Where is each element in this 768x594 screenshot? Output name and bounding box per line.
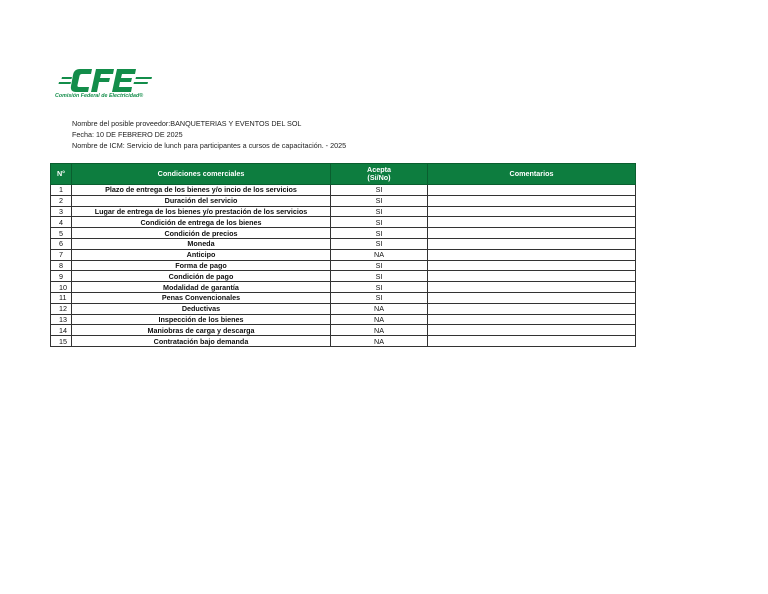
- row-num: 4: [51, 217, 72, 228]
- header-comentarios: Comentarios: [428, 164, 636, 185]
- header-acepta: [331, 164, 428, 185]
- table-row: [51, 336, 636, 347]
- table-row: [51, 249, 636, 260]
- row-acepta: NA: [331, 336, 428, 347]
- row-condicion: Condición de pago: [72, 271, 331, 282]
- row-acepta: NA: [331, 314, 428, 325]
- row-comentario[interactable]: [428, 238, 636, 249]
- row-num: 12: [51, 303, 72, 314]
- table-row: [51, 303, 636, 314]
- table-row: [51, 271, 636, 282]
- table-row: [51, 217, 636, 228]
- row-acepta: NA: [331, 303, 428, 314]
- logo-subtitle: Comisión Federal de Electricidad®: [55, 93, 144, 99]
- row-comentario[interactable]: [428, 282, 636, 293]
- conditions-table: [50, 163, 636, 347]
- row-num: 7: [51, 249, 72, 260]
- row-condicion: Duración del servicio: [72, 195, 331, 206]
- row-condicion: Inspección de los bienes: [72, 314, 331, 325]
- row-comentario[interactable]: [428, 292, 636, 303]
- table-row: [51, 314, 636, 325]
- header-acepta-line1: Acepta: [367, 165, 391, 174]
- row-comentario[interactable]: [428, 217, 636, 228]
- proveedor-line: Nombre del posible proveedor:BANQUETERIAS Y EVENTOS DEL SOL: [72, 119, 302, 128]
- row-num: 5: [51, 228, 72, 239]
- row-acepta: NA: [331, 249, 428, 260]
- row-acepta: SI: [331, 260, 428, 271]
- row-acepta: SI: [331, 271, 428, 282]
- row-comentario[interactable]: [428, 314, 636, 325]
- table-row: [51, 282, 636, 293]
- row-condicion: Anticipo: [72, 249, 331, 260]
- table-row: [51, 292, 636, 303]
- row-num: 6: [51, 238, 72, 249]
- table-row: [51, 238, 636, 249]
- row-comentario[interactable]: [428, 325, 636, 336]
- row-comentario[interactable]: [428, 206, 636, 217]
- row-num: 13: [51, 314, 72, 325]
- row-num: 3: [51, 206, 72, 217]
- row-condicion: Maniobras de carga y descarga: [72, 325, 331, 336]
- row-acepta: SI: [331, 238, 428, 249]
- row-comentario[interactable]: [428, 336, 636, 347]
- row-comentario[interactable]: [428, 228, 636, 239]
- row-acepta: SI: [331, 292, 428, 303]
- row-num: 9: [51, 271, 72, 282]
- row-comentario[interactable]: [428, 185, 636, 196]
- row-num: 10: [51, 282, 72, 293]
- fecha-line: Fecha: 10 DE FEBRERO DE 2025: [72, 130, 183, 139]
- table-row: [51, 206, 636, 217]
- row-comentario[interactable]: [428, 303, 636, 314]
- icm-line: Nombre de ICM: Servicio de lunch para participantes a cursos de capacitación. - 2025: [72, 141, 347, 150]
- table-row: [51, 325, 636, 336]
- row-condicion: Condición de precios: [72, 228, 331, 239]
- table-header-row: [51, 164, 636, 185]
- row-acepta: SI: [331, 228, 428, 239]
- row-condicion: Contratación bajo demanda: [72, 336, 331, 347]
- table-row: [51, 260, 636, 271]
- row-acepta: SI: [331, 282, 428, 293]
- row-condicion: Deductivas: [72, 303, 331, 314]
- row-condicion: Modalidad de garantía: [72, 282, 331, 293]
- row-num: 11: [51, 292, 72, 303]
- row-condicion: Forma de pago: [72, 260, 331, 271]
- row-comentario[interactable]: [428, 260, 636, 271]
- header-acepta-line2: (Si/No): [367, 173, 391, 182]
- row-comentario[interactable]: [428, 195, 636, 206]
- row-acepta: SI: [331, 195, 428, 206]
- table-row: [51, 185, 636, 196]
- row-condicion: Condición de entrega de los bienes: [72, 217, 331, 228]
- row-acepta: SI: [331, 217, 428, 228]
- row-comentario[interactable]: [428, 249, 636, 260]
- row-comentario[interactable]: [428, 271, 636, 282]
- row-num: 2: [51, 195, 72, 206]
- row-condicion: Penas Convencionales: [72, 292, 331, 303]
- row-num: 14: [51, 325, 72, 336]
- row-acepta: SI: [331, 206, 428, 217]
- table-row: [51, 195, 636, 206]
- row-num: 8: [51, 260, 72, 271]
- row-condicion: Plazo de entrega de los bienes y/o incio de los servicios: [72, 185, 331, 196]
- row-condicion: Lugar de entrega de los bienes y/o prestación de los servicios: [72, 206, 331, 217]
- header-num: N°: [51, 164, 72, 185]
- row-acepta: SI: [331, 185, 428, 196]
- table-row: [51, 228, 636, 239]
- row-acepta: NA: [331, 325, 428, 336]
- row-condicion: Moneda: [72, 238, 331, 249]
- row-num: 15: [51, 336, 72, 347]
- header-condiciones: Condiciones comerciales: [72, 164, 331, 185]
- row-num: 1: [51, 185, 72, 196]
